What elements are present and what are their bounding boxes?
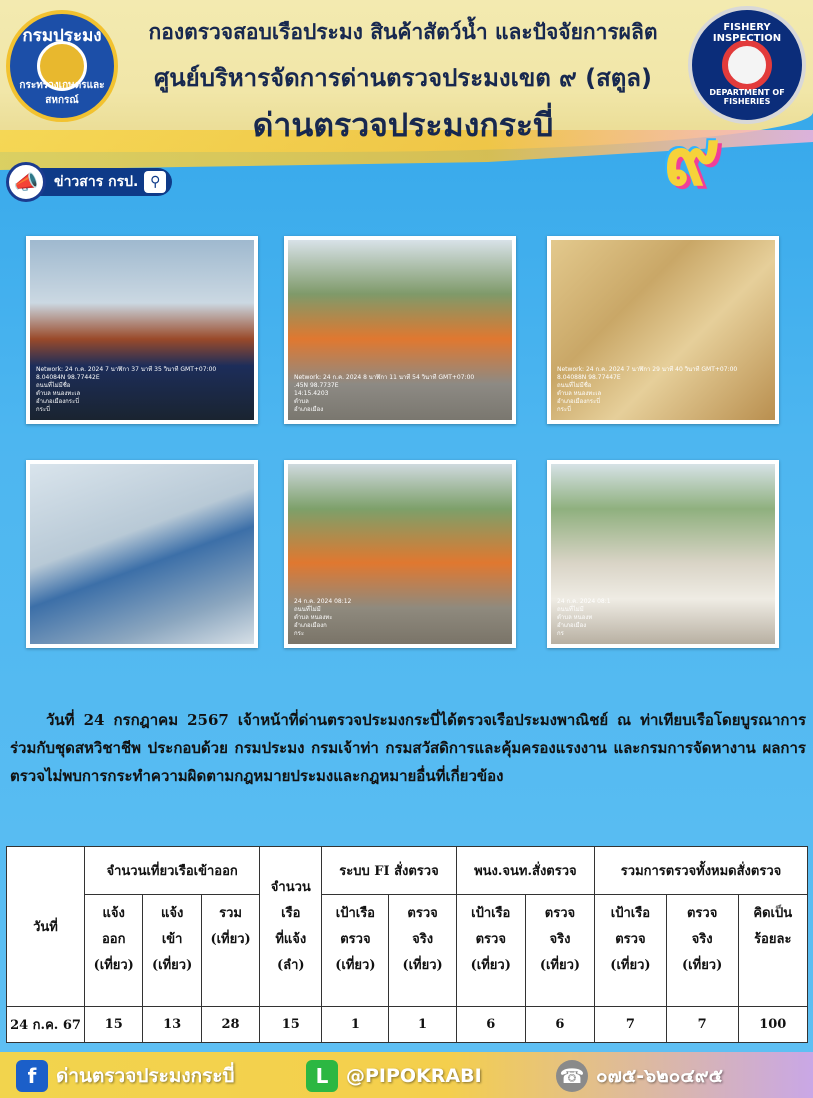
zone-numeral: ๙ (663, 112, 721, 203)
table-subheader: ตรวจ จริง (เที่ยว) (525, 895, 594, 1007)
logo-left-top-text: กรมประมง (22, 26, 102, 46)
table-cell: 7 (666, 1007, 738, 1043)
photo-stamp: Network: 24 ก.ค. 2024 8 นาฬิกา 11 นาที 54 วินาที GMT+07:00 .45N 98.7737E 14:15.4203 ตำบล อำเภอเมือง (294, 374, 475, 413)
fishery-inspection-logo (688, 6, 806, 124)
footer-line-text: @PIPOKRABI (346, 1065, 482, 1087)
table-subheader: ตรวจ จริง (เที่ยว) (389, 895, 456, 1007)
footer-facebook[interactable] (16, 1060, 235, 1092)
table-cell: 6 (456, 1007, 525, 1043)
facebook-icon: f (16, 1060, 48, 1092)
table-subheader: แจ้ง เข้า (เที่ยว) (143, 895, 201, 1007)
footer-phone[interactable] (556, 1060, 723, 1092)
table-cell: 1 (389, 1007, 456, 1043)
table-header-date: วันที่ (7, 847, 85, 1007)
photo-stamp: Network: 24 ก.ค. 2024 7 นาฬิกา 37 นาที 35 วินาที GMT+07:00 8.04084N 98.77442E ถนนที่ไม่มีชื่อ ตำบล หนองทะเล อำเภอเมืองกระบี่ กระบี่ (36, 366, 217, 413)
department-of-fisheries-logo (6, 10, 118, 122)
table-subheader: แจ้ง ออก (เที่ยว) (85, 895, 143, 1007)
table-subheader: เป้าเรือ ตรวจ (เที่ยว) (595, 895, 667, 1007)
news-badge-label: ข่าวสาร กรป. (54, 174, 139, 190)
table-subheader: คิดเป็น ร้อยละ (738, 895, 807, 1007)
table-group-total: รวมการตรวจทั้งหมดสั่งตรวจ (595, 847, 808, 895)
photo-document-check (547, 460, 779, 648)
logo-left-bottom-text: กระทรวงเกษตรและสหกรณ์ (19, 80, 105, 106)
photo-antenna-equipment (26, 460, 258, 648)
line-icon: L (306, 1060, 338, 1092)
photo-stamp: 24 ก.ค. 2024 08:1 ถนนที่ไม่มี ตำบล หนองท อำเภอเมือง กร (557, 598, 611, 637)
header-line-1: กองตรวจสอบเรือประมง สินค้าสัตว์น้ำ และปัจจัยการผลิต (148, 20, 658, 44)
photo-stamp: Network: 24 ก.ค. 2024 7 นาฬิกา 29 นาที 40 วินาที GMT+07:00 8.04088N 98.77447E ถนนที่ไม่มีชื่อ ตำบล หนองทะเล อำเภอเมืองกระบี่ กระบี่ (557, 366, 738, 413)
table-header-vessels: จำนวน เรือ ที่แจ้ง (ลำ) (260, 847, 322, 1007)
table-group-fi: ระบบ FI สั่งตรวจ (322, 847, 456, 895)
table-cell: 6 (525, 1007, 594, 1043)
phone-icon: ☎ (556, 1060, 588, 1092)
inspection-stats-table (6, 846, 808, 1043)
footer-bar (0, 1052, 813, 1098)
table-cell: 1 (322, 1007, 389, 1043)
table-subheader: รวม (เที่ยว) (201, 895, 259, 1007)
report-paragraph: วันที่ 24 กรกฎาคม 2567 เจ้าหน้าที่ด่านตรวจประมงกระบี่ได้ตรวจเรือประมงพาณิชย์ ณ ท่าเทียบเรือโดยบูรณาการร่วมกับชุดสหวิชาชีพ ประกอบด้วย กรมประมง กรมเจ้าท่า กรมสวัสดิการและคุ้มครองแรงงาน และกรมการจัดหางาน ผลการตรวจไม่พบการกระทำความผิดตามกฎหมายประมงและกฎหมายอื่นที่เกี่ยวข้อง (10, 711, 806, 785)
footer-phone-text: ๐๗๕-๖๒๐๔๙๕ (596, 1065, 724, 1087)
table-group-trips: จำนวนเที่ยวเรือเข้าออก (85, 847, 260, 895)
lifebuoy-icon (722, 40, 772, 90)
table-cell: 28 (201, 1007, 259, 1043)
table-cell: 15 (260, 1007, 322, 1043)
table-group-officer: พนง.จนท.สั่งตรวจ (456, 847, 594, 895)
photo-crew-group (284, 236, 516, 424)
page-title: ด่านตรวจประมงกระบี่ (252, 106, 554, 144)
table-row (7, 1007, 808, 1043)
photo-fishing-net (547, 236, 779, 424)
table-cell: 7 (595, 1007, 667, 1043)
megaphone-icon: 📣 (6, 162, 46, 202)
news-badge-label-box (38, 168, 172, 196)
photo-fishing-boat (26, 236, 258, 424)
table-subheader: เป้าเรือ ตรวจ (เที่ยว) (456, 895, 525, 1007)
footer-line[interactable] (306, 1060, 482, 1092)
table-cell: 15 (85, 1007, 143, 1043)
table-cell: 13 (143, 1007, 201, 1043)
header-line-2: ศูนย์บริหารจัดการด่านตรวจประมงเขต ๙ (สตูล) (154, 64, 652, 92)
search-icon[interactable]: ⚲ (144, 171, 166, 193)
photo-stamp: 24 ก.ค. 2024 08:12 ถนนที่ไม่มี ตำบล หนองทะ อำเภอเมืองก กระ (294, 598, 352, 637)
photo-crew-briefing (284, 460, 516, 648)
table-cell: 100 (738, 1007, 807, 1043)
logo-right-top-text: FISHERY INSPECTION (712, 22, 782, 44)
news-badge[interactable] (6, 162, 188, 202)
logo-right-bottom-text: DEPARTMENT OF FISHERIES (709, 88, 785, 106)
table-subheader: เป้าเรือ ตรวจ (เที่ยว) (322, 895, 389, 1007)
table-subheader: ตรวจ จริง (เที่ยว) (666, 895, 738, 1007)
table-cell-date: 24 ก.ค. 67 (7, 1007, 85, 1043)
footer-facebook-text: ด่านตรวจประมงกระบี่ (56, 1065, 235, 1087)
